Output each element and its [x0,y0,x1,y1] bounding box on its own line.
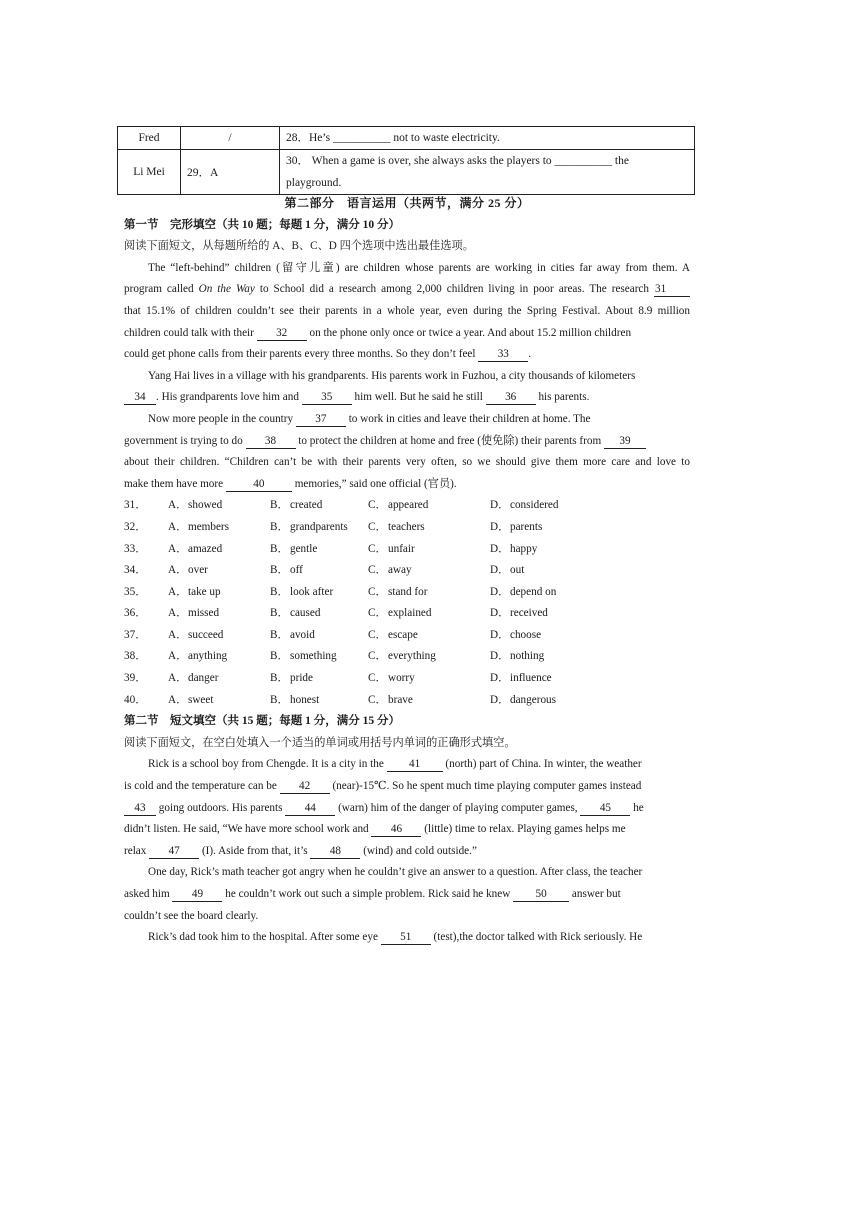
option-text: succeed [188,628,224,641]
option-letter: A． [168,650,188,663]
blank-37: 37 [296,412,346,427]
option-a [168,495,270,517]
option-row [124,560,690,582]
option-d [490,582,610,604]
option-row [124,603,690,625]
option-b [270,690,368,712]
option-row [124,517,690,539]
option-d [490,690,610,712]
option-row [124,668,690,690]
option-text: everything [388,650,436,663]
option-letter: C． [368,628,387,641]
blank-33: 33 [478,347,528,362]
option-text: dangerous [510,693,556,706]
option-text: happy [510,542,538,555]
passage-line: Yang Hai lives in a village with his grandparents. His parents work in Fuzhou, a city thousands of kilometers [148,369,636,382]
option-letter: C． [368,564,387,577]
option-letter: C． [368,499,387,512]
section2-instruction: 阅读下面短文，在空白处填入一个适当的单词或用括号内单词的正确形式填空。 [124,736,516,749]
option-text: teachers [388,520,425,533]
option-d [490,625,610,647]
option-text: choose [510,628,542,641]
option-letter: A． [168,607,188,620]
question-number: 39． [124,672,147,685]
option-letter: B． [270,520,289,533]
option-text: worry [388,672,415,685]
option-text: unfair [388,542,415,555]
blank-46: 46 [371,822,421,837]
passage-line: make them have more 40 memories,” said one official (官员). [124,477,457,490]
table-cell-answer: / [181,127,280,150]
option-a [168,646,270,668]
passage-line: relax 47 (I). Aside from that, it’s 48 (wind) and cold outside.” [124,844,477,857]
passage-line: Rick is a school boy from Chengde. It is a city in the 41 (north) part of China. In winter, the weather [148,758,642,771]
option-row [124,625,690,647]
table-cell-question: 28．He’s __________ not to waste electricity. [280,127,695,150]
passage-line: children could talk with their 32 on the phone only once or twice a year. And about 15.2 million children [124,326,632,339]
option-letter: A． [168,542,188,555]
option-text: missed [188,607,220,620]
options-list [124,495,690,711]
passage-line: didn’t listen. He said, “We have more school work and 46 (little) time to relax. Playing games helps me [124,823,626,836]
option-letter: D． [490,607,510,620]
passage-line: that 15.1% of children couldn’t see their parents in a whole year, even during the Spring Festival. About 8.9 million [124,304,690,317]
table-cell-name: Fred [118,127,181,150]
option-a [168,539,270,561]
option-text: escape [388,628,418,641]
option-text: explained [388,607,432,620]
table-cell-question: 30． When a game is over, she always asks the players to __________ the playground. [280,150,695,195]
option-d [490,517,610,539]
option-text: off [290,564,303,577]
option-letter: B． [270,693,289,706]
option-letter: A． [168,520,188,533]
option-b [270,560,368,582]
passage-line: is cold and the temperature can be 42 (near)-15℃. So he spent much time playing computer games instead [124,780,642,793]
blank-38: 38 [246,434,296,449]
blank-42: 42 [280,779,330,794]
option-text: look after [290,585,334,598]
passage-line: asked him 49 he couldn’t work out such a simple problem. Rick said he knew 50 answer but [124,888,621,900]
option-d [490,668,610,690]
option-letter: D． [490,585,510,598]
option-b [270,539,368,561]
blank-45: 45 [580,801,630,816]
passage-line: Now more people in the country 37 to work in cities and leave their children at home. The [148,412,591,425]
blank-39: 39 [604,434,646,449]
option-letter: C． [368,585,387,598]
blank-47: 47 [149,844,199,859]
option-text: take up [188,585,221,598]
option-letter: B． [270,542,289,555]
option-b [270,495,368,517]
option-text: brave [388,693,413,706]
option-letter: B． [270,499,289,512]
question-number: 40． [124,693,147,706]
option-text: members [188,520,230,533]
option-text: sweet [188,693,214,706]
blank-44: 44 [285,801,335,816]
option-letter: D． [490,520,510,533]
question-number: 31． [124,499,147,512]
option-text: honest [290,693,320,706]
passage-line: 43 going outdoors. His parents 44 (warn) him of the danger of playing computer games, 45 he [124,798,690,820]
option-row [124,646,690,668]
option-text: caused [290,607,321,620]
option-a [168,560,270,582]
option-letter: B． [270,650,289,663]
option-c [368,646,490,668]
option-letter: C． [368,542,387,555]
blank-48: 48 [310,844,360,859]
question-number: 36． [124,607,147,620]
blank-41: 41 [387,757,443,772]
fill-passage [124,754,690,948]
option-letter: B． [270,564,289,577]
option-d [490,603,610,625]
option-c [368,517,490,539]
option-a [168,625,270,647]
option-letter: D． [490,499,510,512]
option-text: anything [188,650,228,663]
blank-40: 40 [226,477,292,492]
option-a [168,517,270,539]
option-letter: D． [490,564,510,577]
option-a [168,690,270,712]
option-c [368,539,490,561]
option-letter: A． [168,564,188,577]
option-b [270,517,368,539]
option-letter: B． [270,672,289,685]
blank-50: 50 [513,887,569,902]
option-letter: C． [368,672,387,685]
option-letter: A． [168,499,188,512]
option-letter: D． [490,542,510,555]
option-letter: D． [490,650,510,663]
option-text: appeared [388,499,429,512]
section1-instruction: 阅读下面短文，从每题所给的 A、B、C、D 四个选项中选出最佳选项。 [124,240,474,253]
table-cell-answer: 29．A [181,150,280,195]
option-letter: C． [368,520,387,533]
option-d [490,560,610,582]
option-text: grandparents [290,520,348,533]
blank-51: 51 [381,930,431,945]
option-text: influence [510,672,552,685]
option-text: created [290,499,323,512]
option-text: out [510,564,525,577]
option-letter: C． [368,693,387,706]
cloze-passage [124,258,690,496]
blank-49: 49 [172,887,222,902]
table-row [118,150,695,195]
option-letter: C． [368,607,387,620]
option-a [168,582,270,604]
blank-36: 36 [486,390,536,405]
question-number: 32． [124,520,147,533]
option-letter: C． [368,650,387,663]
option-text: avoid [290,628,315,641]
option-text: received [510,607,548,620]
option-row [124,495,690,517]
option-c [368,690,490,712]
option-text: amazed [188,542,223,555]
option-letter: A． [168,628,188,641]
blank-34: 34 [124,390,156,405]
option-d [490,495,610,517]
option-c [368,668,490,690]
question-number: 35． [124,585,147,598]
option-text: showed [188,499,223,512]
passage-line: couldn’t see the board clearly. [124,909,259,922]
passage-line: government is trying to do 38 to protect the children at home and free (使免除) their parents from 39 [124,431,690,453]
option-letter: D． [490,672,510,685]
option-b [270,582,368,604]
option-text: parents [510,520,543,533]
option-c [368,582,490,604]
option-text: depend on [510,585,557,598]
info-table [117,126,695,195]
question-number: 33． [124,542,147,555]
part-title: 第二部分 语言运用（共两节，满分 25 分） [284,196,530,210]
passage-line: Rick’s dad took him to the hospital. After some eye 51 (test),the doctor talked with Rick seriously. He [148,931,643,944]
exam-content [124,193,690,949]
passage-line: The “left-behind” children (留守儿童) are children whose parents are working in cities far away from them. A [148,261,690,274]
passage-line: about their children. “Children can’t be with their parents very often, so we should give them more care and love to [124,456,690,469]
option-letter: D． [490,693,510,706]
option-text: gentle [290,542,318,555]
passage-line: One day, Rick’s math teacher got angry when he couldn’t give an answer to a question. After class, the teacher [148,866,643,879]
option-b [270,646,368,668]
option-c [368,560,490,582]
option-text: pride [290,672,313,685]
option-letter: A． [168,693,188,706]
option-b [270,603,368,625]
option-text: considered [510,499,559,512]
option-d [490,539,610,561]
option-letter: B． [270,585,289,598]
section1-title: 第一节 完形填空（共 10 题；每题 1 分，满分 10 分） [124,218,400,231]
option-b [270,668,368,690]
blank-43: 43 [124,801,156,816]
table-row [118,127,695,150]
blank-32: 32 [257,326,307,341]
option-text: something [290,650,337,663]
question-number: 38． [124,650,147,663]
option-c [368,495,490,517]
blank-35: 35 [302,390,352,405]
passage-line: could get phone calls from their parents every three months. So they don’t feel 33 . [124,348,532,361]
option-row [124,539,690,561]
option-d [490,646,610,668]
option-letter: A． [168,585,188,598]
option-a [168,668,270,690]
option-a [168,603,270,625]
option-row [124,690,690,712]
passage-line: 34 . His grandparents love him and 35 him well. But he said he still 36 his parents. [124,387,690,409]
option-c [368,603,490,625]
option-b [270,625,368,647]
option-row [124,582,690,604]
question-number: 34． [124,564,147,577]
option-text: nothing [510,650,545,663]
section2-title: 第二节 短文填空（共 15 题；每题 1 分，满分 15 分） [124,715,400,728]
option-text: danger [188,672,219,685]
option-c [368,625,490,647]
option-letter: A． [168,672,188,685]
option-text: over [188,564,208,577]
blank-31: 31 [654,282,690,297]
passage-line: program called On the Way to School did a research among 2,000 children living in poor areas. The research 31 [124,279,690,301]
option-text: stand for [388,585,428,598]
question-number: 37． [124,628,147,641]
option-letter: D． [490,628,510,641]
option-letter: B． [270,628,289,641]
option-text: away [388,564,412,577]
option-letter: B． [270,607,289,620]
table-cell-name: Li Mei [118,150,181,195]
